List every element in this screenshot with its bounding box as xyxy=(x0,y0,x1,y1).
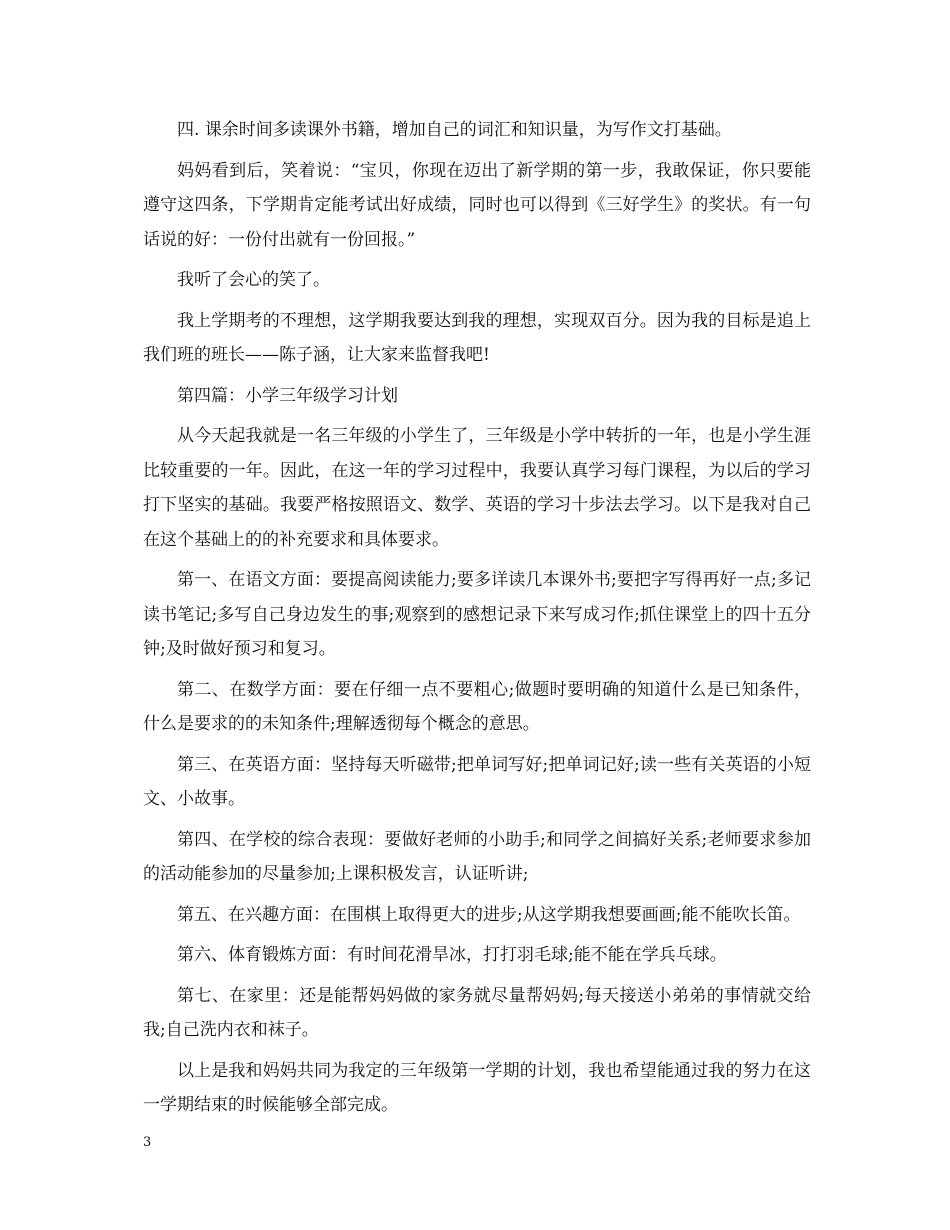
paragraph-introduction: 从今天起我就是一名三年级的小学生了，三年级是小学中转折的一年，也是小学生涯比较重要的一年。因此，在这一年的学习过程中，我要认真学习每门课程，为以后的学习打下坚实的基础。我要严格按照语文、数学、英语的学习十步法去学习。以下是我对自己在这个基础上的的补充要求和具体要求。 xyxy=(143,426,811,550)
paragraph-chinese-plan: 第一、在语文方面：要提高阅读能力;要多详读几本课外书;要把字写得再好一点;多记读书笔记;多写自己身边发生的事;观察到的感想记录下来写成习作;抓住课堂上的四十五分钟;及时做好预习和复习。 xyxy=(143,570,811,659)
paragraph-smile: 我听了会心的笑了。 xyxy=(177,270,330,290)
paragraph-sports-plan: 第六、体育锻炼方面：有时间花滑旱冰，打打羽毛球;能不能在学兵乓球。 xyxy=(177,945,727,965)
paragraph-conclusion: 以上是我和妈妈共同为我定的三年级第一学期的计划，我也希望能通过我的努力在这一学期结束的时候能够全部完成。 xyxy=(143,1060,811,1115)
paragraph-home-plan: 第七、在家里：还是能帮妈妈做的家务就尽量帮妈妈;每天接送小弟弟的事情就交给我;自己洗内衣和袜子。 xyxy=(143,985,811,1040)
section-heading-part-four: 第四篇：小学三年级学习计划 xyxy=(177,385,398,406)
paragraph-mother-reply: 妈妈看到后，笑着说：“宝贝，你现在迈出了新学期的第一步，我敢保证，你只要能遵守这四条，下学期肯定能考试出好成绩，同时也可以得到《三好学生》的奖状。有一句话说的好：一份付出就有一份回报。” xyxy=(143,160,811,250)
paragraph-english-plan: 第三、在英语方面：坚持每天听磁带;把单词写好;把单词记好;读一些有关英语的小短文、小故事。 xyxy=(143,754,811,809)
paragraph-interest-plan: 第五、在兴趣方面：在围棋上取得更大的进步;从这学期我想要画画;能不能吹长笛。 xyxy=(177,904,801,925)
paragraph-math-plan: 第二、在数学方面：要在仔细一点不要粗心;做题时要明确的知道什么是已知条件，什么是要求的的未知条件;理解透彻每个概念的意思。 xyxy=(143,679,811,734)
document-body xyxy=(143,113,811,1129)
paragraph-goal: 我上学期考的不理想，这学期我要达到我的理想，实现双百分。因为我的目标是追上我们班的班长——陈子涵，让大家来监督我吧! xyxy=(143,310,811,365)
page-number: 3 xyxy=(143,1135,152,1150)
paragraph-school-plan: 第四、在学校的综合表现：要做好老师的小助手;和同学之间搞好关系;老师要求参加的活动能参加的尽量参加;上课积极发言，认证听讲; xyxy=(143,829,811,884)
paragraph-reading-habit: 四. 课余时间多读课外书籍，增加自己的词汇和知识量，为写作文打基础。 xyxy=(177,120,732,140)
